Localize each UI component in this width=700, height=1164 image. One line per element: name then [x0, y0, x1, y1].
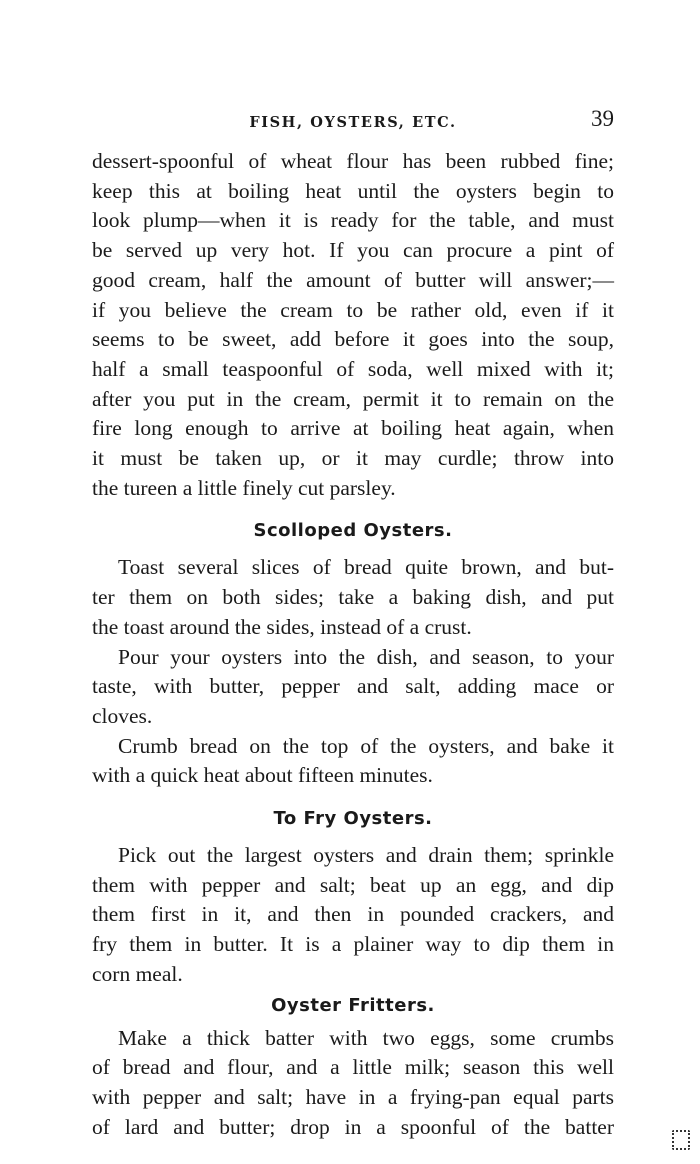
text-line: keep this at boiling heat until the oysters begin to	[92, 178, 614, 203]
text-line: of bread and flour, and a little milk; season this well	[92, 1055, 614, 1080]
text-line: Pour your oysters into the dish, and season, to your	[118, 644, 614, 669]
library-stamp-icon	[672, 1130, 690, 1150]
text-line: fry them in butter. It is a plainer way to dip them in	[92, 932, 614, 957]
running-title: FISH, OYSTERS, ETC.	[249, 114, 457, 131]
text-line: the toast around the sides, instead of a crust.	[92, 614, 472, 639]
paragraph	[92, 643, 614, 732]
page-header	[92, 108, 614, 136]
text-line: them first in it, and then in pounded crackers, and	[92, 902, 614, 927]
text-line: be served up very hot. If you can procure a pint of	[92, 238, 614, 263]
paragraph	[92, 147, 614, 503]
text-line: cloves.	[92, 703, 153, 728]
text-line: Make a thick batter with two eggs, some crumbs	[118, 1025, 614, 1050]
page-number: 39	[591, 106, 614, 131]
text-line: if you believe the cream to be rather old, even if it	[92, 297, 614, 322]
text-line: half a small teaspoonful of soda, well mixed with it;	[92, 356, 614, 381]
text-line: Crumb bread on the top of the oysters, and bake it	[118, 733, 614, 758]
section-heading: Scolloped Oysters.	[253, 520, 453, 542]
text-line: taste, with butter, pepper and salt, adding mace or	[92, 674, 614, 699]
paragraph	[92, 1024, 614, 1143]
paragraph	[92, 553, 614, 642]
section-heading: Oyster Fritters.	[271, 994, 435, 1016]
text-line: it must be taken up, or it may curdle; throw into	[92, 446, 614, 471]
paragraph	[92, 841, 614, 990]
text-line: of lard and butter; drop in a spoonful of the batter	[92, 1114, 614, 1139]
text-line: corn meal.	[92, 961, 183, 986]
page-body	[92, 147, 614, 1142]
text-line: the tureen a little finely cut parsley.	[92, 475, 396, 500]
text-line: with a quick heat about fifteen minutes.	[92, 763, 433, 788]
text-line: seems to be sweet, add before it goes into the soup,	[92, 327, 614, 352]
text-line: them with pepper and salt; beat up an egg, and dip	[92, 872, 614, 897]
text-line: dessert-spoonful of wheat flour has been rubbed fine;	[92, 149, 614, 173]
text-line: good cream, half the amount of butter will answer;—	[92, 267, 614, 292]
section-heading: To Fry Oysters.	[273, 808, 433, 830]
text-line: after you put in the cream, permit it to remain on the	[92, 386, 614, 411]
text-line: Toast several slices of bread quite brown, and but-	[118, 555, 614, 580]
text-line: with pepper and salt; have in a frying-pan equal parts	[92, 1084, 614, 1109]
text-line: fire long enough to arrive at boiling heat again, when	[92, 416, 614, 441]
paragraph	[92, 732, 614, 791]
text-line: ter them on both sides; take a baking dish, and put	[92, 585, 614, 610]
text-line: look plump—when it is ready for the table, and must	[92, 208, 614, 233]
text-line: Pick out the largest oysters and drain them; sprinkle	[118, 843, 614, 868]
